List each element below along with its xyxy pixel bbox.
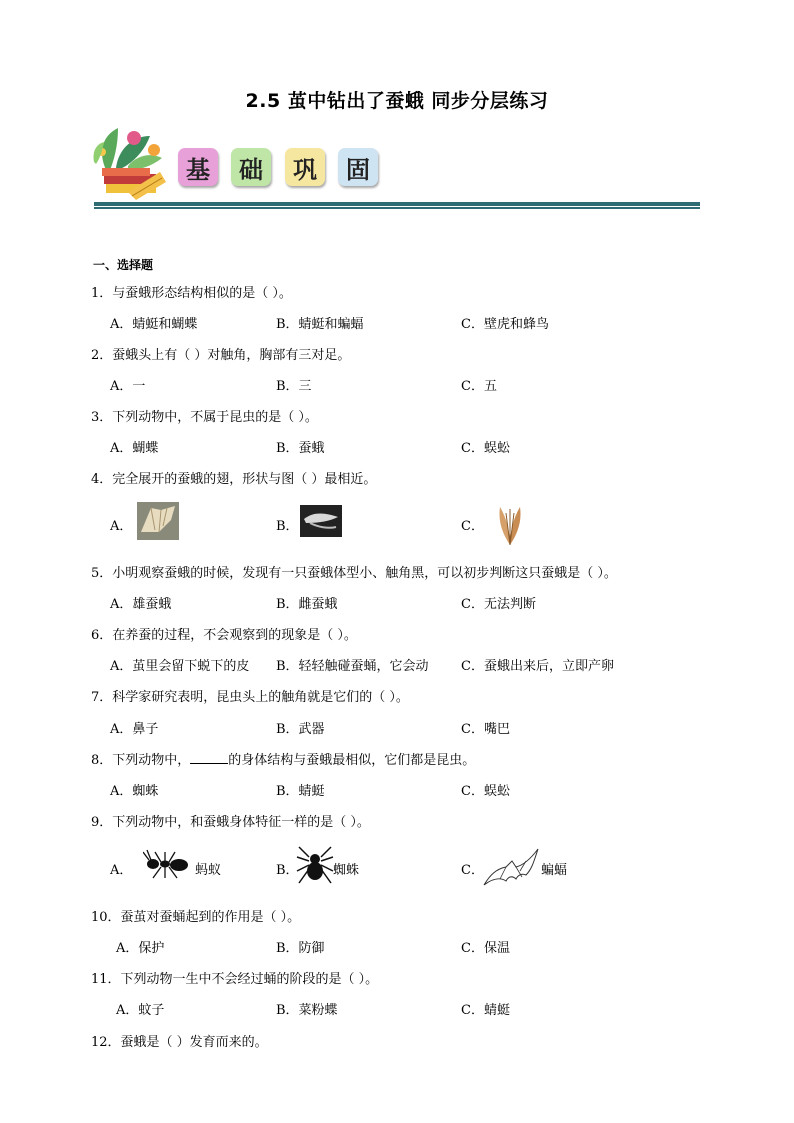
banner-badge-4	[338, 148, 378, 186]
option-9c: C．	[461, 863, 484, 878]
banner-badge-2	[231, 148, 271, 186]
option-9a: A．	[110, 863, 133, 878]
bat-icon	[482, 847, 540, 887]
banner-char: 巩	[293, 155, 317, 184]
ant-icon	[143, 848, 193, 880]
option-10c: C．保温	[461, 941, 510, 956]
question-3: 3．下列动物中，不属于昆虫的是（ ）。	[91, 410, 318, 425]
option-5b: B．雌蚕蛾	[276, 597, 338, 612]
question-4: 4．完全展开的蚕蛾的翅，形状与图（ ）最相近。	[91, 472, 377, 487]
option-8c: C．蜈蚣	[461, 784, 510, 799]
wing-image-b	[300, 505, 342, 537]
option-3c: C．蜈蚣	[461, 441, 510, 456]
page-title: 2.5 茧中钻出了蚕蛾 同步分层练习	[245, 90, 549, 112]
option-7a: A．鼻子	[110, 722, 159, 737]
bat-label: 蝙蝠	[541, 863, 568, 878]
question-5: 5．小明观察蚕蛾的时候，发现有一只蚕蛾体型小、触角黑，可以初步判断这只蚕蛾是（ ）。	[91, 566, 617, 581]
option-1a: A．蜻蜓和蝴蝶	[110, 317, 198, 332]
banner-badge-3	[285, 148, 325, 186]
option-11a: A．蚊子	[116, 1003, 165, 1018]
option-6b: B．轻轻触碰蚕蛹，它会动	[276, 659, 429, 674]
wing-image-c	[490, 503, 530, 547]
question-11: 11．下列动物一生中不会经过蛹的阶段的是（ ）。	[91, 972, 379, 987]
question-8-part-b: 的身体结构与蚕蛾最相似，它们都是昆虫。	[228, 753, 476, 768]
option-6c: C．蚕蛾出来后，立即产卵	[461, 659, 614, 674]
spider-icon	[295, 845, 335, 887]
question-7: 7．科学家研究表明，昆虫头上的触角就是它们的（ ）。	[91, 690, 409, 705]
option-3b: B．蚕蛾	[276, 441, 325, 456]
option-1c: C．壁虎和蜂鸟	[461, 317, 549, 332]
option-10a: A．保护	[116, 941, 165, 956]
ant-label: 蚂蚁	[195, 863, 222, 878]
option-8a: A．蜘蛛	[110, 784, 159, 799]
question-1: 1．与蚕蛾形态结构相似的是（ ）。	[91, 286, 292, 301]
books-icon	[102, 168, 166, 200]
answer-blank	[190, 751, 228, 764]
option-2c: C．五	[461, 379, 497, 394]
option-5a: A．雄蚕蛾	[110, 597, 172, 612]
plant-decoration-icon	[93, 128, 162, 170]
option-8b: B．蜻蜓	[276, 784, 325, 799]
option-4a: A．	[110, 519, 133, 534]
option-4c: C．	[461, 519, 484, 534]
option-2b: B．三	[276, 379, 312, 394]
wing-image-a	[137, 502, 179, 540]
option-4b: B．	[276, 519, 299, 534]
question-8-part-a: 8．下列动物中，	[91, 753, 191, 768]
banner-char: 础	[239, 155, 263, 184]
banner-badge-1	[178, 148, 218, 186]
option-6a: A．茧里会留下蜕下的皮	[110, 659, 250, 674]
banner-divider	[94, 202, 700, 206]
question-12: 12．蚕蛾是（ ）发育而来的。	[91, 1035, 268, 1050]
banner-char: 固	[346, 155, 370, 184]
option-5c: C．无法判断	[461, 597, 536, 612]
banner-divider-thin	[94, 207, 700, 209]
section-heading: 一、选择题	[93, 258, 154, 272]
question-6: 6．在养蚕的过程，不会观察到的现象是（ ）。	[91, 628, 357, 643]
banner-char: 基	[186, 155, 210, 184]
option-2a: A．一	[110, 379, 146, 394]
question-2: 2．蚕蛾头上有（ ）对触角，胸部有三对足。	[91, 348, 351, 363]
option-3a: A．蝴蝶	[110, 441, 159, 456]
option-7b: B．武器	[276, 722, 325, 737]
option-7c: C．嘴巴	[461, 722, 510, 737]
question-8	[91, 749, 475, 768]
question-9: 9．下列动物中，和蚕蛾身体特征一样的是（ ）。	[91, 815, 370, 830]
option-1b: B．蜻蜓和蝙蝠	[276, 317, 364, 332]
option-11b: B．菜粉蝶	[276, 1003, 338, 1018]
option-9b: B．	[276, 863, 299, 878]
option-11c: C．蜻蜓	[461, 1003, 510, 1018]
question-10: 10．蚕茧对蚕蛹起到的作用是（ ）。	[91, 910, 301, 925]
option-10b: B．防御	[276, 941, 325, 956]
spider-label: 蜘蛛	[333, 863, 360, 878]
